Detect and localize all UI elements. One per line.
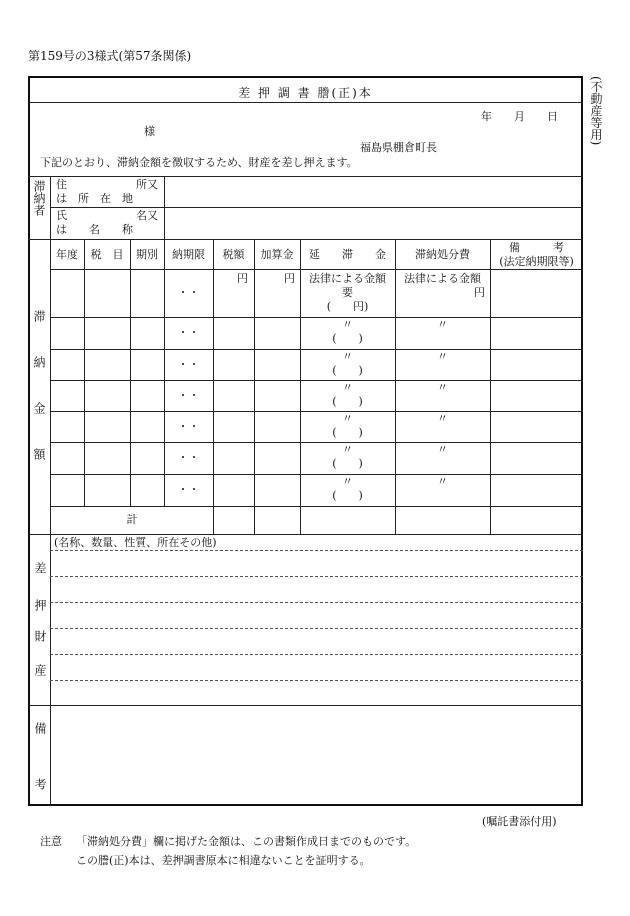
due-marker: ・・ (177, 326, 200, 339)
arrears-label-4: 額 (32, 448, 46, 460)
seized-label-1: 差 (33, 562, 47, 574)
paren: ( ) (332, 457, 363, 470)
ditto-mark: 〃 (437, 350, 448, 363)
date-year: 年 (481, 110, 492, 123)
attachment-note: (嘱託書添付用) (482, 815, 557, 828)
due-marker: ・・ (177, 358, 200, 371)
col-year: 年度 (56, 248, 78, 261)
address-label-line2: は 所 在 地 (56, 192, 133, 205)
paren: ( ) (332, 489, 363, 502)
col-remarks-sub: (法定納期限等) (499, 255, 574, 268)
ditto-mark: 〃 (342, 412, 353, 425)
ditto-mark: 〃 (437, 412, 448, 425)
due-marker: ・・ (177, 286, 200, 299)
ditto-mark: 〃 (342, 443, 353, 456)
notes-line2: この謄(正)本は、差押調書原本に相違ないことを証明する。 (76, 854, 371, 867)
due-marker: ・・ (177, 483, 200, 496)
col-due: 納期限 (172, 248, 205, 261)
col-period: 期別 (136, 248, 158, 261)
name-label-line2: は 名 称 (56, 223, 133, 236)
issuer: 福島県棚倉町長 (360, 141, 437, 154)
delinquency-first-line3: ( 円) (326, 300, 369, 313)
col-remarks: 備 考 (509, 241, 564, 254)
ditto-mark: 〃 (342, 350, 353, 363)
arrears-label-1: 滞 (32, 310, 46, 322)
total-label: 計 (126, 513, 138, 526)
taxpayer-section-label: 滞納者 (32, 180, 46, 216)
due-marker: ・・ (177, 420, 200, 433)
delinquency-first-line2: 要 (342, 286, 353, 299)
col-disposition-cost: 滞納処分費 (415, 248, 470, 261)
intro-text: 下記のとおり、滞納金額を徴収するため、財産を差し押えます。 (40, 156, 358, 169)
ditto-mark: 〃 (437, 381, 448, 394)
title-divider (28, 102, 583, 103)
unit-tax-amount: 円 (237, 272, 248, 285)
paren: ( ) (332, 395, 363, 408)
address-label-left: 住 (56, 178, 67, 191)
paren: ( ) (332, 364, 363, 377)
side-note: (不動産等用) (589, 76, 603, 146)
seized-label-3: 財 (33, 630, 47, 642)
notes-line1: 「滞納処分費」欄に掲げた金額は、この書類作成日までのものです。 (76, 835, 417, 848)
col-delinquency: 延 滞 金 (309, 248, 386, 261)
due-marker: ・・ (177, 451, 200, 464)
disposition-first-line1: 法律による金額 (404, 272, 481, 285)
seized-label-4: 産 (33, 664, 47, 676)
form-frame (28, 76, 583, 806)
paren: ( ) (332, 332, 363, 345)
ditto-mark: 〃 (342, 475, 353, 488)
document-title: 差 押 調 書 謄(正)本 (238, 86, 373, 100)
ditto-mark: 〃 (342, 381, 353, 394)
disposition-first-line2: 円 (474, 286, 485, 299)
remarks-label-1: 備 (33, 722, 47, 734)
date-day: 日 (547, 110, 558, 123)
name-label-right: 名又 (136, 209, 158, 222)
date-month: 月 (514, 110, 525, 123)
delinquency-first-line1: 法律による金額 (309, 272, 386, 285)
ditto-mark: 〃 (437, 475, 448, 488)
col-tax-amount: 税額 (222, 248, 245, 261)
address-label-right: 所又 (136, 178, 158, 191)
ditto-mark: 〃 (342, 318, 353, 331)
unit-surcharge: 円 (284, 272, 295, 285)
due-marker: ・・ (177, 389, 200, 402)
name-label-left: 氏 (56, 209, 67, 222)
arrears-label-3: 金 (32, 402, 46, 414)
notes-label: 注意 (40, 835, 62, 848)
col-surcharge: 加算金 (260, 248, 294, 261)
addressee-suffix: 様 (144, 125, 155, 138)
seized-header: (名称、数量、性質、所在その他) (54, 536, 217, 549)
ditto-mark: 〃 (437, 318, 448, 331)
remarks-label-2: 考 (33, 778, 47, 790)
ditto-mark: 〃 (437, 443, 448, 456)
col-tax-item: 税 目 (90, 248, 124, 261)
arrears-label-2: 納 (32, 356, 46, 368)
form-id: 第159号の3様式(第57条関係) (28, 49, 192, 63)
paren: ( ) (332, 426, 363, 439)
seized-label-2: 押 (33, 599, 47, 611)
